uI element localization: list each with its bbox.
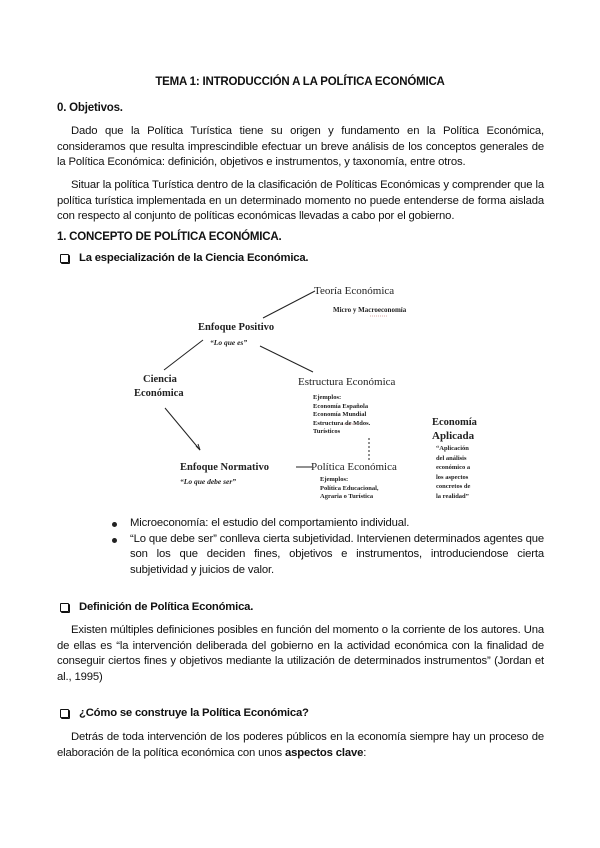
subsection-definition — [60, 601, 253, 613]
subsection-heading: La especialización de la Ciencia Económica. — [79, 252, 309, 264]
example-line: Estructura de Mdos. — [313, 419, 371, 427]
node-politica-economica: Política Económica — [311, 461, 397, 473]
key-aspects-bold: aspectos clave — [284, 746, 364, 759]
estructura-examples — [313, 394, 370, 437]
checkbox-bullet-icon — [60, 709, 69, 718]
example-line: Turísticos — [313, 428, 341, 435]
description-line: concretos de — [436, 483, 471, 490]
example-line: Agraria o Turística — [320, 493, 374, 500]
node-economica: Económica — [134, 388, 184, 399]
node-micro-macro: Micro y Macroeconomía — [333, 306, 407, 314]
node-lo-que-debe-ser: “Lo que debe ser” — [180, 477, 237, 486]
document-title: TEMA 1: INTRODUCCIÓN A LA POLÍTICA ECONÓMICA — [155, 76, 445, 88]
section-1-heading: 1. CONCEPTO DE POLÍTICA ECONÓMICA. — [57, 231, 282, 243]
node-enfoque-positivo: Enfoque Positivo — [198, 322, 275, 333]
node-lo-que-es: “Lo que es” — [210, 338, 248, 347]
specialization-bullets — [110, 516, 544, 578]
definition-paragraph — [57, 623, 544, 685]
subsection-heading: Definición de Política Económica. — [79, 601, 254, 613]
example-line: Ejemplos: — [320, 476, 349, 483]
description-line: económico a — [436, 464, 471, 471]
subsection-heading: ¿Cómo se construye la Política Económica? — [79, 707, 309, 719]
description-line: “Aplicación — [436, 445, 469, 452]
subsection-construction — [60, 707, 309, 719]
paragraph-text: Dado que la Política Turística tiene su origen y fundamento en la Política Económica, consideramos que resulta imprescindible efectuar un breve análisis de los conceptos generales de la Política Económica: definición, objetivos e instrumentos, y taxonomía, entre otros. — [57, 125, 544, 168]
bullet-item: Microeconomía: el estudio del comportamiento individual. — [110, 516, 544, 532]
paragraph-text: Existen múltiples definiciones posibles en función del momento o la corriente de los autores. Una de ellas es “la intervención deliberada del gobierno en la actividad económica con la finalidad de conseguir ciertos fines y objetivos mediante la utilización de determinados instrumentos” (Jordan et al., 1995) — [57, 624, 544, 683]
politica-examples — [320, 476, 379, 502]
example-line: Economía Española — [313, 402, 369, 410]
aplicada-description — [436, 444, 470, 501]
node-economia: Economía — [432, 417, 477, 428]
checkbox-bullet-icon — [60, 603, 69, 612]
section-0-heading: 0. Objetivos. — [57, 102, 123, 114]
example-line: Economía Mundial — [313, 411, 367, 418]
example-line: Política Educacional, — [320, 484, 379, 492]
paragraph-text: Situar la política Turística dentro de la clasificación de Políticas Económicas y comprender que la política turística implementada en un determinado momento no puede entenderse de forma aislada con respecto al conjunto de políticas económicas llevadas a cabo por el gobierno. — [57, 179, 544, 222]
description-line: del análisis — [436, 454, 467, 462]
bullet-item: “Lo que debe ser” conlleva cierta subjetividad. Intervienen determinados agentes que son los que deciden fines, objetivos e instrumentos, introduciendose cierta subjetividad y juicios de valor. — [110, 532, 544, 579]
node-aplicada: Aplicada — [432, 430, 475, 442]
paragraph-text-end: : — [363, 746, 367, 759]
node-teoria-economica: Teoría Económica — [314, 285, 395, 297]
node-ciencia: Ciencia — [143, 374, 177, 385]
description-line: la realidad” — [436, 492, 469, 500]
node-enfoque-normativo: Enfoque Normativo — [180, 462, 269, 473]
construction-paragraph — [57, 730, 544, 761]
paragraph-text: Detrás de toda intervención de los poderes públicos en la economía siempre hay un proceso de elaboración de la política económica con unos — [57, 731, 544, 759]
description-line: los aspectos — [436, 473, 469, 481]
node-estructura-economica: Estructura Económica — [298, 376, 396, 388]
example-line: Ejemplos: — [313, 394, 342, 401]
